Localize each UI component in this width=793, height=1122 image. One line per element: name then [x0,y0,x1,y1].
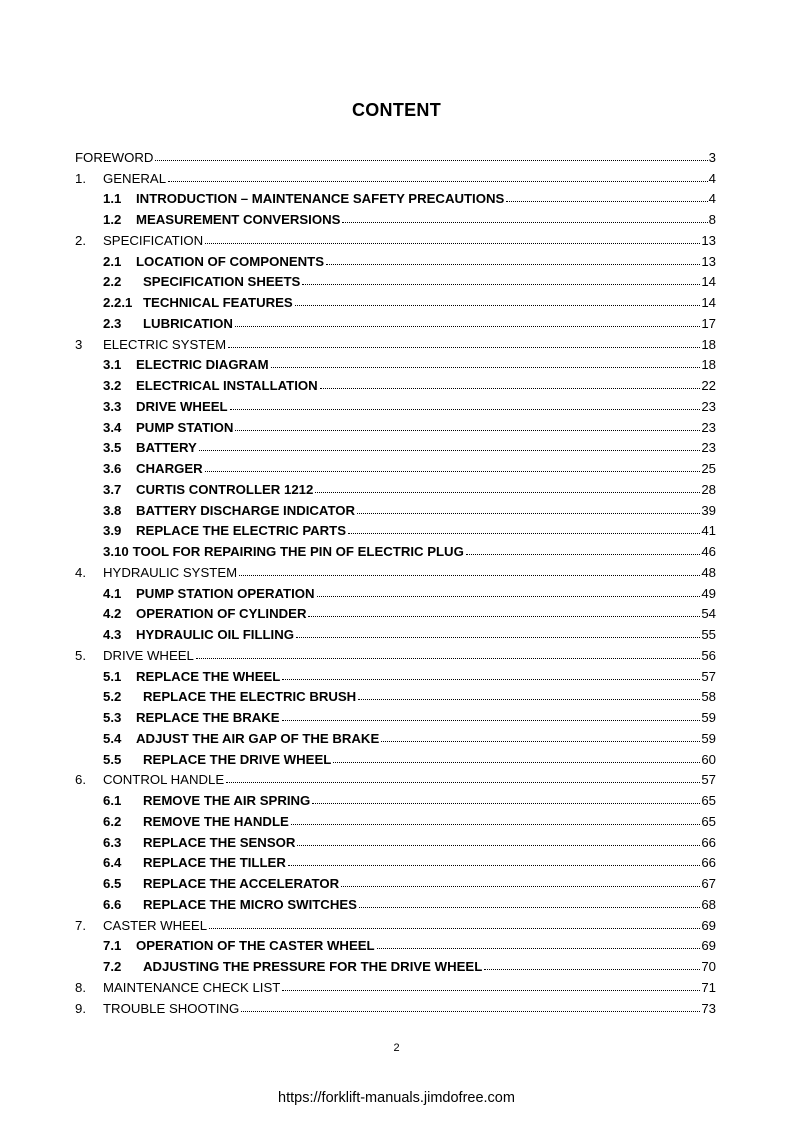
toc-entry-label: ADJUST THE AIR GAP OF THE BRAKE [136,730,380,746]
toc-entry-page: 65 [701,813,716,829]
toc-entry-number: 1.1 [103,191,122,207]
toc-entry-number: 2.3 [103,315,122,331]
toc-entry[interactable] [75,808,716,829]
toc-entry-number: 3.3 [103,398,122,414]
toc-entry-number: 3.4 [103,419,122,435]
toc-entry-number: 7.2 [103,959,122,974]
toc-entry[interactable] [75,435,716,456]
toc-entry[interactable] [75,642,716,663]
toc-entry-number: 3.1 [103,357,122,373]
toc-entry-page: 23 [701,440,716,456]
toc-leader-dots [230,409,701,410]
toc-entry-page: 59 [701,710,716,725]
toc-leader-dots [296,637,700,638]
table-of-contents [75,144,716,1016]
toc-entry[interactable] [75,891,716,912]
toc-entry-number: 6.2 [103,813,122,829]
toc-entry-label: BATTERY DISCHARGE INDICATOR [136,502,356,518]
toc-entry-label: OPERATION OF THE CASTER WHEEL [136,938,375,954]
toc-leader-dots [205,243,700,244]
toc-entry-label: HYDRAULIC OIL FILLING [136,627,294,642]
toc-entry[interactable] [75,331,716,352]
toc-entry-page: 28 [701,481,716,497]
toc-entry[interactable] [75,289,716,310]
toc-entry-number: 3.6 [103,461,122,476]
toc-entry-page: 57 [701,772,716,788]
toc-entry-label: REPLACE THE SENSOR [143,834,296,850]
toc-entry-label: REPLACE THE DRIVE WHEEL [143,751,332,767]
toc-entry-number: 6.4 [103,855,122,871]
toc-leader-dots [302,284,700,285]
toc-leader-dots [326,264,700,265]
footer-url[interactable]: https://forklift-manuals.jimdofree.com [278,1090,515,1106]
toc-entry[interactable] [75,476,716,497]
toc-entry-number: 7. [75,917,86,933]
toc-entry-label: ELECTRICAL INSTALLATION [136,378,318,393]
toc-entry-number: 3.2 [103,378,122,393]
toc-entry-page: 68 [701,896,716,912]
toc-entry-page: 22 [701,378,716,393]
toc-leader-dots [291,824,701,825]
toc-entry-label: GENERAL [103,170,167,186]
toc-leader-dots [359,907,700,908]
toc-entry-page: 39 [701,502,716,518]
toc-entry-page: 25 [701,461,716,476]
toc-entry-label: REPLACE THE ACCELERATOR [143,876,340,891]
toc-entry-label: CURTIS CONTROLLER 1212 [136,481,314,497]
toc-leader-dots [282,990,700,991]
toc-entry-page: 59 [701,730,716,746]
toc-entry-number: 2. [75,232,86,248]
toc-entry[interactable] [75,144,716,165]
toc-entry-number: 3.10 [103,544,129,559]
toc-leader-dots [282,679,700,680]
toc-entry-page: 41 [701,523,716,539]
toc-entry[interactable] [75,850,716,871]
toc-leader-dots [315,492,700,493]
toc-leader-dots [288,865,700,866]
toc-leader-dots [241,1011,700,1012]
toc-entry-number: 5.3 [103,710,122,725]
page-title: CONTENT [351,100,442,120]
toc-entry-label: TOOL FOR REPAIRING THE PIN OF ELECTRIC PLUG [132,544,464,559]
toc-entry-page: 23 [701,398,716,414]
toc-entry-label: DRIVE WHEEL [103,647,194,663]
toc-leader-dots [205,471,701,472]
toc-entry-page: 65 [701,793,716,808]
toc-entry-page: 23 [701,419,716,435]
toc-leader-dots [196,658,700,659]
toc-leader-dots [348,533,700,534]
toc-leader-dots [358,699,700,700]
toc-leader-dots [235,430,700,431]
toc-entry-page: 66 [701,855,716,871]
toc-entry-label: ADJUSTING THE PRESSURE FOR THE DRIVE WHEEL [143,959,483,974]
toc-leader-dots [199,450,701,451]
toc-entry-number: 4.1 [103,585,122,601]
toc-entry-number: 4. [75,564,86,580]
toc-entry[interactable] [75,580,716,601]
toc-leader-dots [282,720,701,721]
toc-entry[interactable] [75,186,716,207]
toc-entry-label: TROUBLE SHOOTING [103,1000,240,1016]
toc-entry[interactable] [75,829,716,850]
toc-entry-page: 57 [701,668,716,684]
toc-leader-dots [308,616,700,617]
toc-entry-label: INTRODUCTION – MAINTENANCE SAFETY PRECAUTIONS [136,191,505,207]
toc-entry-label: REPLACE THE TILLER [143,855,286,871]
toc-entry-page: 3 [708,149,716,165]
toc-entry-number: 5.2 [103,689,122,705]
toc-entry-number: 4.2 [103,606,122,622]
toc-entry-label: TECHNICAL FEATURES [143,295,293,310]
toc-entry-number: 9. [75,1000,86,1016]
toc-entry[interactable] [75,725,716,746]
toc-entry-page: 66 [701,834,716,850]
toc-entry[interactable] [75,248,716,269]
toc-leader-dots [466,554,700,555]
toc-entry-page: 14 [701,295,716,310]
toc-entry-label: MAINTENANCE CHECK LIST [103,979,281,995]
toc-entry-label: MEASUREMENT CONVERSIONS [136,212,341,227]
toc-entry-label: REMOVE THE AIR SPRING [143,793,311,808]
toc-entry-page: 60 [701,751,716,767]
toc-entry-number: 3.7 [103,481,122,497]
toc-entry-number: 6.3 [103,834,122,850]
toc-entry-label: REPLACE THE BRAKE [136,710,280,725]
toc-entry-number: 3.9 [103,523,122,539]
toc-entry-page: 56 [701,647,716,663]
toc-leader-dots [342,222,707,223]
toc-entry[interactable] [75,953,716,974]
toc-entry-page: 13 [701,253,716,269]
toc-entry[interactable] [75,746,716,767]
toc-entry-number: 7.1 [103,938,122,954]
toc-entry-page: 4 [708,191,716,207]
toc-entry[interactable] [75,870,716,891]
toc-entry[interactable] [75,372,716,393]
toc-entry-label: REMOVE THE HANDLE [143,813,289,829]
toc-leader-dots [377,948,701,949]
toc-entry[interactable] [75,912,716,933]
toc-entry-number: 8. [75,979,86,995]
toc-entry[interactable] [75,621,716,642]
toc-entry-number: 1.2 [103,212,122,227]
toc-entry-page: 18 [701,336,716,352]
toc-entry-page: 69 [701,917,716,933]
toc-entry[interactable] [75,310,716,331]
toc-entry-page: 58 [701,689,716,705]
toc-entry-label: LUBRICATION [143,315,233,331]
toc-entry-label: ELECTRIC DIAGRAM [136,357,269,373]
toc-entry-page: 13 [701,232,716,248]
toc-entry-label: REPLACE THE ELECTRIC BRUSH [143,689,357,705]
toc-entry[interactable] [75,497,716,518]
toc-entry-number: 1. [75,170,86,186]
toc-entry[interactable] [75,995,716,1016]
toc-leader-dots [484,969,700,970]
toc-entry-page: 54 [701,606,716,622]
toc-entry-number: 5.5 [103,751,122,767]
toc-entry-label: REPLACE THE MICRO SWITCHES [143,896,357,912]
toc-leader-dots [209,928,700,929]
toc-entry[interactable] [75,538,716,559]
toc-entry[interactable] [75,559,716,580]
toc-entry-page: 14 [701,274,716,290]
toc-entry[interactable] [75,704,716,725]
toc-entry[interactable] [75,206,716,227]
toc-entry-label: CASTER WHEEL [103,917,208,933]
toc-entry-label: SPECIFICATION SHEETS [143,274,301,290]
toc-entry[interactable] [75,165,716,186]
toc-entry-label: SPECIFICATION [103,232,204,248]
toc-entry[interactable] [75,933,716,954]
toc-entry-page: 48 [701,564,716,580]
toc-entry-page: 4 [708,170,716,186]
toc-entry-number: 3.5 [103,440,122,456]
toc-entry-number: 6.5 [103,876,122,891]
toc-entry-label: REPLACE THE WHEEL [136,668,281,684]
toc-entry[interactable] [75,974,716,995]
toc-leader-dots [239,575,700,576]
toc-entry-page: 8 [708,212,716,227]
toc-entry-label: OPERATION OF CYLINDER [136,606,307,622]
toc-entry-page: 55 [701,627,716,642]
toc-entry-label: REPLACE THE ELECTRIC PARTS [136,523,347,539]
toc-leader-dots [228,347,700,348]
toc-entry-page: 70 [701,959,716,974]
toc-entry-number: 4.3 [103,627,122,642]
toc-entry[interactable] [75,455,716,476]
toc-entry[interactable] [75,518,716,539]
toc-entry-page: 69 [701,938,716,954]
toc-leader-dots [381,741,700,742]
toc-leader-dots [297,845,700,846]
toc-entry-page: 18 [701,357,716,373]
toc-leader-dots [333,762,700,763]
toc-entry-page: 17 [701,315,716,331]
toc-entry-label: CHARGER [136,461,203,476]
toc-leader-dots [506,201,707,202]
toc-entry[interactable] [75,269,716,290]
toc-entry-number: 5.1 [103,668,122,684]
toc-entry-number: 5.4 [103,730,122,746]
toc-entry-label: PUMP STATION [136,419,234,435]
toc-entry[interactable] [75,227,716,248]
toc-entry-page: 71 [701,979,716,995]
toc-leader-dots [295,305,701,306]
toc-entry-label: PUMP STATION OPERATION [136,585,315,601]
toc-leader-dots [271,367,701,368]
toc-entry-label: ELECTRIC SYSTEM [103,336,227,352]
toc-entry-number: 3.8 [103,502,122,518]
toc-leader-dots [235,326,700,327]
toc-entry-label: HYDRAULIC SYSTEM [103,564,238,580]
toc-entry[interactable] [75,767,716,788]
toc-entry-number: 3 [75,336,83,352]
toc-entry-number: 2.2 [103,274,122,290]
toc-leader-dots [312,803,700,804]
toc-entry[interactable] [75,684,716,705]
page-number: 2 [393,1042,400,1054]
toc-entry-page: 46 [701,544,716,559]
toc-entry-page: 67 [701,876,716,891]
toc-entry-label: DRIVE WHEEL [136,398,228,414]
toc-entry-label: LOCATION OF COMPONENTS [136,253,325,269]
toc-entry-number: 6.1 [103,793,122,808]
toc-leader-dots [341,886,700,887]
toc-entry-number: 2.2.1 [103,295,133,310]
toc-leader-dots [320,388,701,389]
toc-entry[interactable] [75,393,716,414]
toc-entry[interactable] [75,663,716,684]
toc-entry-page: 73 [701,1000,716,1016]
toc-entry[interactable] [75,787,716,808]
toc-leader-dots [155,160,707,161]
toc-entry-label: BATTERY [136,440,197,456]
toc-entry[interactable] [75,601,716,622]
toc-entry-page: 49 [701,585,716,601]
toc-entry-number: 5. [75,647,86,663]
toc-entry-number: 6. [75,772,86,788]
toc-entry-number: 2.1 [103,253,122,269]
toc-entry[interactable] [75,414,716,435]
toc-entry-label: FOREWORD [75,149,154,165]
toc-leader-dots [226,782,700,783]
toc-entry-label: CONTROL HANDLE [103,772,225,788]
toc-leader-dots [168,181,708,182]
toc-leader-dots [317,596,701,597]
toc-entry[interactable] [75,352,716,373]
toc-leader-dots [357,513,700,514]
toc-entry-number: 6.6 [103,896,122,912]
